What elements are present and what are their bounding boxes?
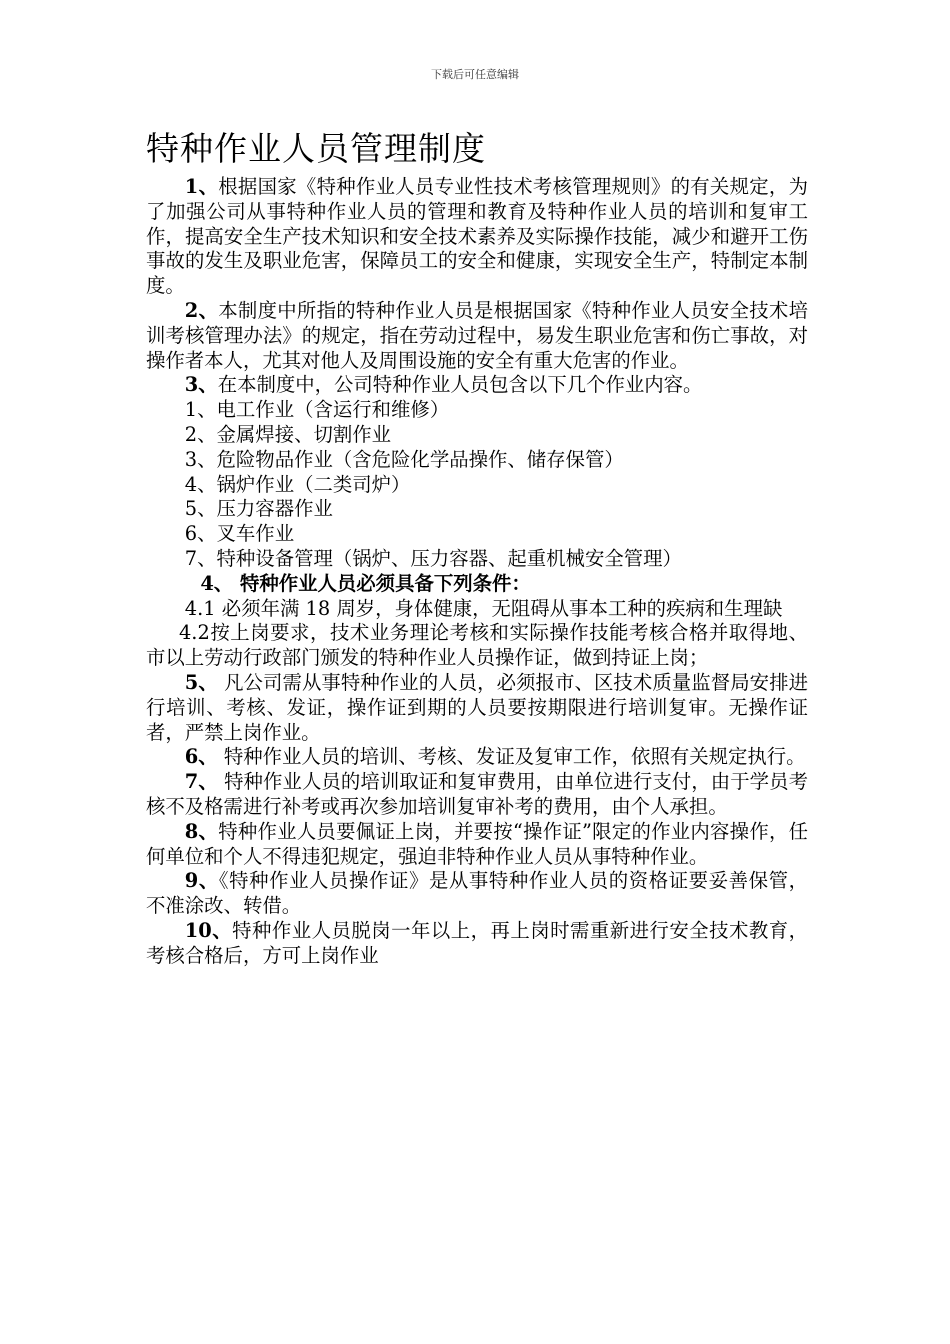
paragraph-text: 特种作业人员脱岗一年以上，再上岗时需重新进行安全技术教育，考核合格后，方可上岗作业 [146,918,809,967]
paragraph-number: 6、 [184,745,218,769]
paragraph-text: 特种作业人员要佩证上岗，并要按“操作证”限定的作业内容操作，任何单位和个人不得违犯规定，强迫非特种作业人员从事特种作业。 [146,819,809,868]
paragraph-number: 1、 [184,175,219,198]
paragraph-8 [146,820,808,870]
paragraph-3 [146,373,808,398]
paragraph-number: 9、 [184,869,219,893]
document-body [146,175,808,969]
paragraph-4-2: 4.2按上岗要求，技术业务理论考核和实际操作技能考核合格并取得地、市以上劳动行政部门颁发的特种作业人员操作证，做到持证上岗； [146,621,808,670]
header-note: 下载后可任意编辑 [431,68,519,81]
list-item: 2、金属焊接、切割作业 [184,422,392,446]
paragraph-number: 2、 [184,298,219,322]
list-item: 5、压力容器作业 [184,497,333,521]
paragraph-5 [146,671,808,745]
paragraph-6 [146,745,808,770]
paragraph-1 [146,175,808,299]
paragraph-2 [146,299,808,373]
paragraph-number: 7、 [184,770,218,794]
paragraph-10 [146,919,808,969]
list-item: 6、叉车作业 [184,522,295,546]
paragraph-4-heading: 4、 特种作业人员必须具备下列条件： [200,571,531,595]
list-item: 4、锅炉作业（二类司炉） [184,472,411,496]
paragraph-text: 《特种作业人员操作证》是从事特种作业人员的资格证要妥善保管，不准涂改、转借。 [146,869,808,918]
list-item: 3、危险物品作业（含危险化学品操作、储存保管） [184,447,624,471]
paragraph-text: 根据国家《特种作业人员专业性技术考核管理规则》的有关规定，为了加强公司从事特种作业人员的管理和教育及特种作业人员的培训和复审工作，提高安全生产技术知识和安全技术素养及实际操作技能，减少和避开工伤事故的发生及职业危害，保障员工的安全和健康，实现安全生产，特制定本制度。 [146,175,808,298]
paragraph-text: 在本制度中，公司特种作业人员包含以下几个作业内容。 [217,373,703,397]
paragraph-text: 凡公司需从事特种作业的人员，必须报市、区技术质量监督局安排进行培训、考核、发证，操作证到期的人员要按期限进行培训复审。无操作证者，严禁上岗作业。 [146,670,808,744]
list-item: 1、电工作业（含运行和维修） [184,398,450,422]
paragraph-text: 特种作业人员的培训、考核、发证及复审工作，依照有关规定执行。 [217,745,806,769]
paragraph-text: 本制度中所指的特种作业人员是根据国家《特种作业人员安全技术培训考核管理办法》的规定，指在劳动过程中，易发生职业危害和伤亡事故，对操作者本人，尤其对他人及周围设施的安全有重大危害的作业。 [146,298,808,372]
list-item: 7、特种设备管理（锅炉、压力容器、起重机械安全管理） [184,546,682,570]
paragraph-9 [146,869,808,919]
paragraph-number: 10、 [184,918,233,942]
paragraph-number: 5、 [184,670,218,694]
paragraph-number: 8、 [184,819,219,843]
paragraph-number: 3、 [184,373,218,397]
paragraph-7 [146,770,808,820]
paragraph-text: 特种作业人员的培训取证和复审费用，由单位进行支付，由于学员考核不及格需进行补考或再次参加培训复审补考的费用，由个人承担。 [146,770,808,818]
paragraph-4-1: 4.1 必须年满 18 周岁，身体健康，无阻碍从事本工种的疾病和生理缺 [184,596,783,620]
document-title: 特种作业人员管理制度 [146,129,486,168]
